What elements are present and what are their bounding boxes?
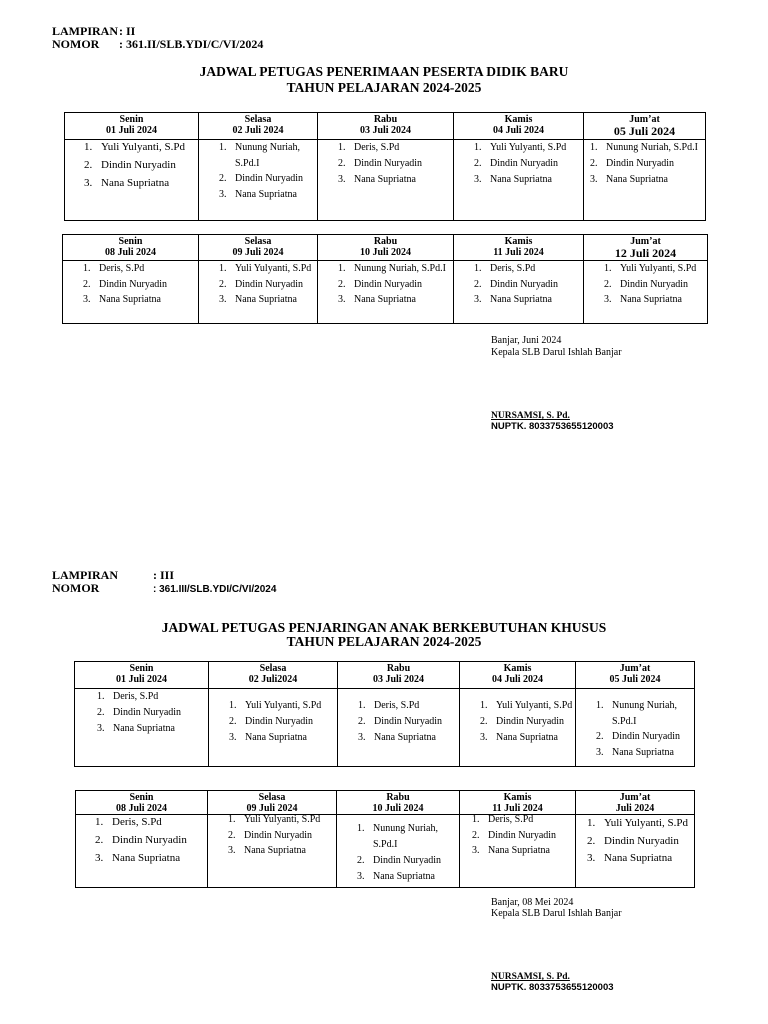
list-item: 3. Nana Supriatna	[239, 730, 337, 746]
nomor-line	[52, 582, 276, 596]
list-item: 3. Nana Supriatna	[107, 721, 208, 737]
day-header: Kamis 04 Juli 2024	[454, 113, 584, 140]
list-item: 1. Deris, S.Pd	[368, 698, 459, 714]
list-item: 2. Dindin Nuryadin	[490, 714, 575, 730]
day-header: Kamis 04 Juli 2024	[460, 662, 576, 689]
day-header: Rabu 10 Juli 2024	[318, 235, 454, 261]
doc2-signer-name: NURSAMSI, S. Pd.	[491, 972, 570, 982]
day-header: Senin 01 Juli 2024	[75, 662, 209, 689]
list-item: 2. Dindin Nuryadin	[484, 277, 583, 293]
staff-cell	[337, 815, 460, 888]
list-item: 1. Deris, S.Pd	[107, 689, 208, 705]
staff-cell	[318, 261, 454, 324]
list-item: 2. Dindin Nuryadin	[229, 171, 317, 187]
list-item: 1. Nunung Nuriah, S.Pd.I	[229, 140, 317, 171]
list-item: 2. Dindin Nuryadin	[106, 831, 207, 849]
list-item: 2. Dindin Nuryadin	[229, 277, 317, 293]
staff-cell	[76, 815, 208, 888]
day-header: Jum’at Juli 2024	[576, 791, 695, 815]
day-header: Jum’at 05 Juli 2024	[584, 113, 706, 140]
table-header-row	[65, 113, 706, 140]
day-header: Senin 08 Juli 2024	[63, 235, 199, 261]
staff-cell	[208, 815, 337, 888]
nomor-value: : 361.II/SLB.YDI/C/VI/2024	[119, 37, 264, 51]
list-item: 1. Deris, S.Pd	[482, 812, 575, 828]
list-item: 1. Deris, S.Pd	[348, 140, 453, 156]
staff-cell	[75, 689, 209, 767]
nomor-line	[52, 38, 263, 51]
day-header: Jum’at 05 Juli 2024	[576, 662, 695, 689]
doc1-week1-table	[64, 112, 706, 221]
doc1-week2-table	[62, 234, 708, 324]
list-item: 2. Dindin Nuryadin	[367, 853, 459, 869]
doc1-title-line2: TAHUN PELAJARAN 2024-2025	[286, 80, 482, 95]
list-item: 3. Nana Supriatna	[106, 849, 207, 867]
list-item: 1. Nunung Nuriah, S.Pd.I	[348, 261, 453, 277]
list-item: 1. Nunung Nuriah, S.Pd.I	[600, 140, 705, 156]
doc1-place-date: Banjar, Juni 2024	[491, 335, 562, 346]
list-item: 1. Yuli Yulyanti, S.Pd	[484, 140, 583, 156]
list-item: 1. Yuli Yulyanti, S.Pd	[490, 698, 575, 714]
list-item: 1. Nunung Nuriah, S.Pd.I	[367, 821, 459, 853]
list-item: 2. Dindin Nuryadin	[95, 156, 198, 174]
list-item: 1. Yuli Yulyanti, S.Pd	[598, 815, 694, 833]
list-item: 3. Nana Supriatna	[614, 292, 707, 308]
doc2-position: Kepala SLB Darul Ishlah Banjar	[491, 908, 622, 919]
staff-cell	[460, 689, 576, 767]
list-item: 2. Dindin Nuryadin	[93, 277, 198, 293]
staff-cell	[460, 815, 576, 888]
list-item: 1. Yuli Yulyanti, S.Pd	[95, 138, 198, 156]
doc1-position: Kepala SLB Darul Ishlah Banjar	[491, 347, 622, 358]
staff-cell	[199, 140, 318, 221]
table-row	[65, 140, 706, 221]
list-item: 3. Nana Supriatna	[348, 172, 453, 188]
list-item: 1. Deris, S.Pd	[106, 813, 207, 831]
day-header: Rabu 03 Juli 2024	[318, 113, 454, 140]
table-header-row	[76, 791, 695, 815]
day-header: Rabu 03 Juli 2024	[338, 662, 460, 689]
lampiran-label: LAMPIRAN	[52, 24, 118, 38]
doc2-signer-id: NUPTK. 8033753655120003	[491, 982, 614, 993]
table-row	[76, 815, 695, 888]
list-item: 2. Dindin Nuryadin	[606, 729, 694, 745]
staff-cell	[454, 140, 584, 221]
list-item: 3. Nana Supriatna	[490, 730, 575, 746]
day-header: Senin 08 Juli 2024	[76, 791, 208, 815]
staff-cell	[576, 815, 695, 888]
doc1-title-line1: JADWAL PETUGAS PENERIMAAN PESERTA DIDIK BARU	[199, 64, 569, 79]
day-header: Jum’at 12 Juli 2024	[584, 235, 708, 261]
list-item: 3. Nana Supriatna	[238, 843, 336, 859]
doc2-title-line2: TAHUN PELAJARAN 2024-2025	[286, 634, 482, 649]
staff-cell	[338, 689, 460, 767]
doc2-place-date: Banjar, 08 Mei 2024	[491, 897, 574, 908]
staff-cell	[209, 689, 338, 767]
nomor-value: : 361.III/SLB.YDI/C/VI/2024	[153, 584, 277, 595]
staff-cell	[454, 261, 584, 324]
list-item: 1. Yuli Yulyanti, S.Pd	[229, 261, 317, 277]
list-item: 1. Yuli Yulyanti, S.Pd	[614, 261, 707, 277]
doc1-signer-name: NURSAMSI, S. Pd.	[491, 411, 570, 421]
lampiran-value: : III	[153, 568, 175, 582]
list-item: 2. Dindin Nuryadin	[614, 277, 707, 293]
day-header: Selasa 02 Juli 2024	[199, 113, 318, 140]
staff-cell	[584, 140, 706, 221]
list-item: 3. Nana Supriatna	[600, 172, 705, 188]
table-row	[63, 261, 708, 324]
staff-cell	[65, 140, 199, 221]
list-item: 2. Dindin Nuryadin	[348, 277, 453, 293]
table-header-row	[75, 662, 695, 689]
nomor-label: NOMOR	[52, 37, 100, 51]
staff-cell	[199, 261, 318, 324]
staff-cell	[576, 689, 695, 767]
nomor-label: NOMOR	[52, 581, 100, 595]
list-item: 2. Dindin Nuryadin	[600, 156, 705, 172]
list-item: 2. Dindin Nuryadin	[484, 156, 583, 172]
list-item: 3. Nana Supriatna	[229, 187, 317, 203]
list-item: 3. Nana Supriatna	[606, 745, 694, 761]
doc2-week2-table	[75, 790, 695, 888]
list-item: 3. Nana Supriatna	[368, 730, 459, 746]
list-item: 3. Nana Supriatna	[93, 292, 198, 308]
day-header: Kamis 11 Juli 2024	[460, 791, 576, 815]
list-item: 2. Dindin Nuryadin	[239, 714, 337, 730]
staff-cell	[584, 261, 708, 324]
list-item: 3. Nana Supriatna	[598, 850, 694, 868]
doc2-week1-table	[74, 661, 695, 767]
list-item: 2. Dindin Nuryadin	[368, 714, 459, 730]
day-header: Selasa 09 Juli 2024	[199, 235, 318, 261]
lampiran-value: : II	[119, 24, 136, 38]
staff-cell	[318, 140, 454, 221]
list-item: 3. Nana Supriatna	[367, 869, 459, 885]
list-item: 2. Dindin Nuryadin	[348, 156, 453, 172]
list-item: 2. Dindin Nuryadin	[482, 828, 575, 844]
list-item: 3. Nana Supriatna	[95, 174, 198, 192]
list-item: 1. Nunung Nuriah, S.Pd.I	[606, 698, 694, 729]
day-header: Rabu 10 Juli 2024	[337, 791, 460, 815]
list-item: 2. Dindin Nuryadin	[598, 833, 694, 851]
staff-cell	[63, 261, 199, 324]
doc1-signer-id: NUPTK. 8033753655120003	[491, 421, 614, 432]
list-item: 1. Yuli Yulyanti, S.Pd	[238, 812, 336, 828]
table-row	[75, 689, 695, 767]
day-header: Kamis 11 Juli 2024	[454, 235, 584, 261]
day-header: Selasa 02 Juli2024	[209, 662, 338, 689]
list-item: 3. Nana Supriatna	[229, 292, 317, 308]
list-item: 2. Dindin Nuryadin	[107, 705, 208, 721]
day-header: Senin 01 Juli 2024	[65, 113, 199, 140]
list-item: 3. Nana Supriatna	[484, 292, 583, 308]
list-item: 1. Deris, S.Pd	[484, 261, 583, 277]
lampiran-label: LAMPIRAN	[52, 568, 118, 582]
list-item: 3. Nana Supriatna	[482, 843, 575, 859]
list-item: 3. Nana Supriatna	[348, 292, 453, 308]
list-item: 2. Dindin Nuryadin	[238, 828, 336, 844]
list-item: 3. Nana Supriatna	[484, 172, 583, 188]
doc2-title-line1: JADWAL PETUGAS PENJARINGAN ANAK BERKEBUTUHAN KHUSUS	[161, 620, 607, 635]
day-header: Selasa 09 Juli 2024	[208, 791, 337, 815]
list-item: 1. Yuli Yulyanti, S.Pd	[239, 698, 337, 714]
list-item: 1. Deris, S.Pd	[93, 261, 198, 277]
table-header-row	[63, 235, 708, 261]
